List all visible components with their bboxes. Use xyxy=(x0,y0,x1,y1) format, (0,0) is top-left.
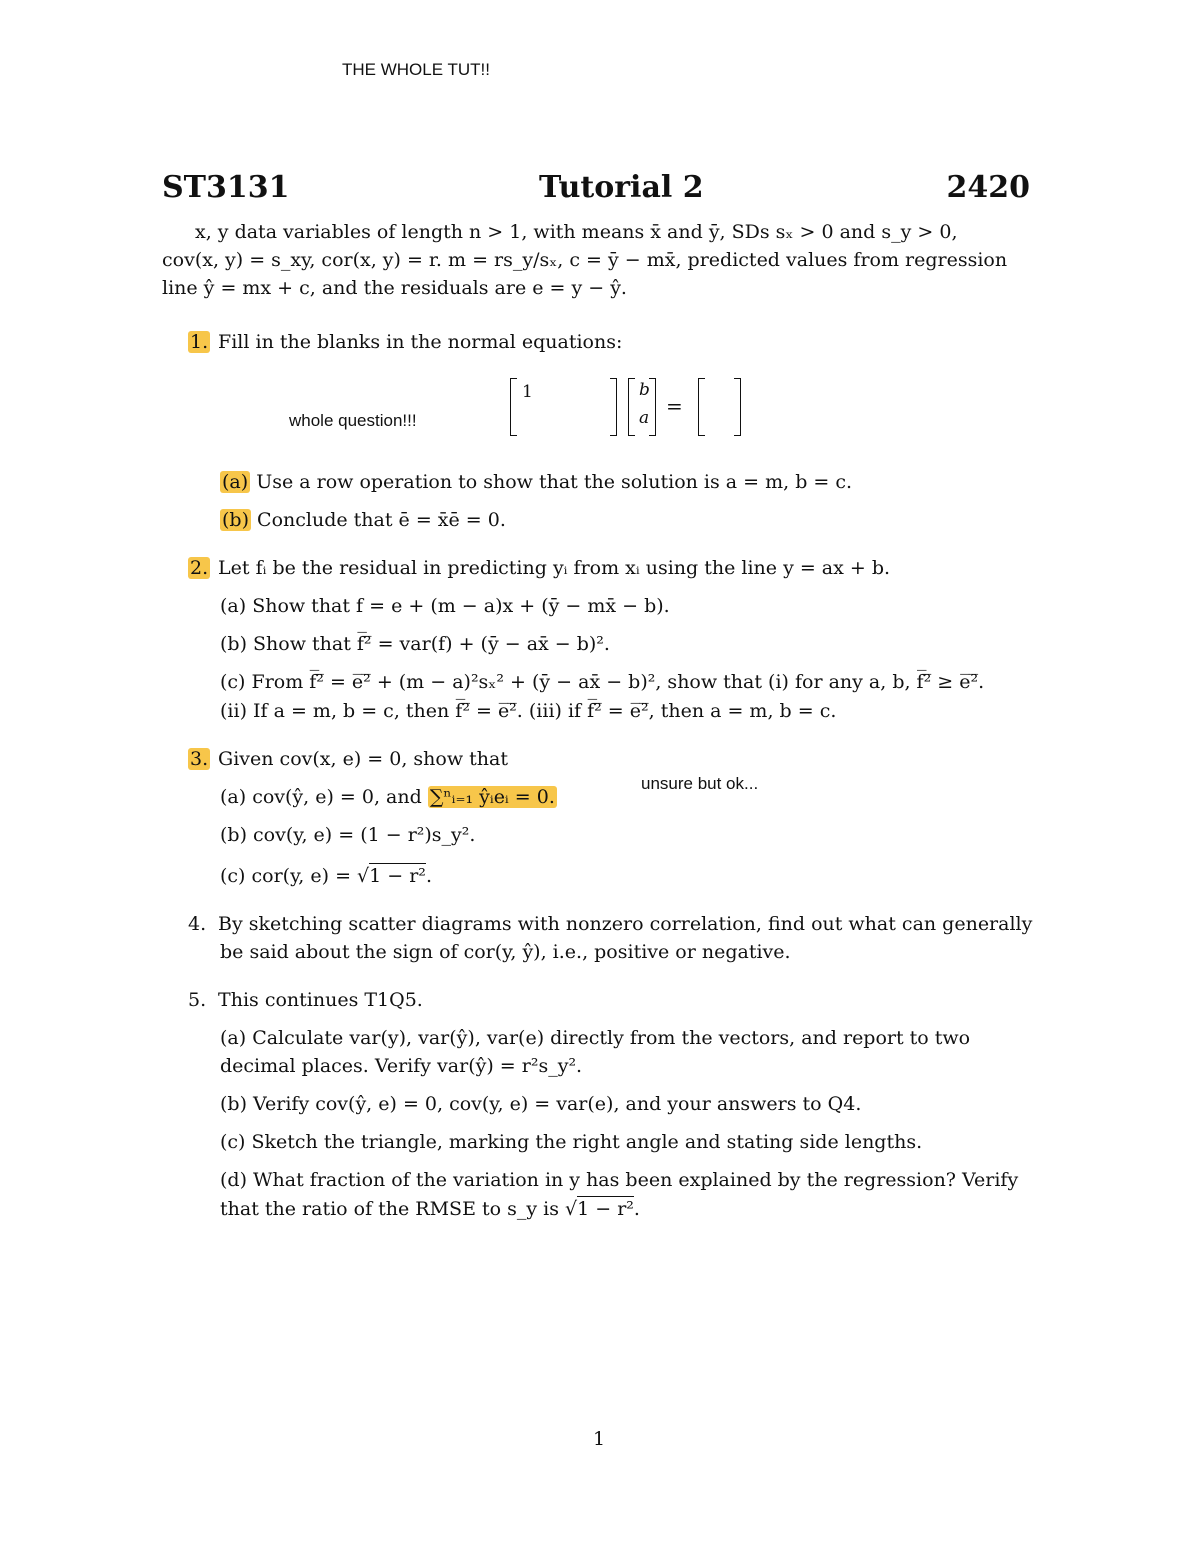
question-2c: (c) From f̅²̅ = e̅²̅ + (m − a)²sₓ² + (ȳ − ax̄ − b)², show that (i) for any a, b, f̅²̅ ≥ e̅²̅. xyxy=(220,671,985,693)
question-3c xyxy=(220,862,432,890)
vector-a: a xyxy=(639,408,650,428)
question-text: By sketching scatter diagrams with nonzero correlation, find out what can generally xyxy=(218,913,1033,935)
question-2b: (b) Show that f̅²̅ = var(f) + (ȳ − ax̄ − b)². xyxy=(220,633,610,655)
question-2c-cont: (ii) If a = m, b = c, then f̅²̅ = e̅²̅. (iii) if f̅²̅ = e̅²̅, then a = m, b = c. xyxy=(220,700,837,722)
question-2 xyxy=(188,554,890,582)
question-number: 3. xyxy=(190,748,209,770)
question-5d-cont xyxy=(220,1195,640,1223)
sum-highlight: ∑ⁿᵢ₌₁ ŷᵢeᵢ = 0. xyxy=(429,786,555,808)
question-2a: (a) Show that f = e + (m − a)x + (ȳ − mx̄ − b). xyxy=(220,595,670,617)
normal-equations-matrix xyxy=(510,378,742,436)
right-bracket xyxy=(610,378,617,436)
part-end: . xyxy=(425,865,432,887)
equals-sign: = xyxy=(666,394,683,418)
left-bracket xyxy=(510,378,517,436)
term-code: 2420 xyxy=(946,170,1030,205)
vector-right-bracket xyxy=(649,378,656,436)
question-5a: (a) Calculate var(y), var(ŷ), var(e) directly from the vectors, and report to two xyxy=(220,1027,971,1049)
question-number: 4. xyxy=(188,913,207,935)
radicand: 1 − r² xyxy=(369,865,426,887)
question-1b xyxy=(220,506,506,534)
intro-line-1: x, y data variables of length n > 1, with means x̄ and ȳ, SDs sₓ > 0 and s_y > 0, xyxy=(195,221,958,243)
rhs-right-bracket xyxy=(734,378,741,436)
part-text: (a) cov(ŷ, e) = 0, and xyxy=(220,786,422,808)
rhs-left-bracket xyxy=(698,378,705,436)
part-text: (c) cor(y, e) = √ xyxy=(220,865,370,887)
question-5a-cont: decimal places. Verify var(ŷ) = r²s_y². xyxy=(220,1055,583,1077)
question-text: Fill in the blanks in the normal equations: xyxy=(218,331,623,353)
part-end: . xyxy=(633,1198,640,1220)
question-5d: (d) What fraction of the variation in y has been explained by the regression? Verify xyxy=(220,1169,1019,1191)
question-number: 2. xyxy=(190,557,209,579)
question-5c: (c) Sketch the triangle, marking the right angle and stating side lengths. xyxy=(220,1131,923,1153)
question-1 xyxy=(188,328,622,356)
header-row xyxy=(162,170,1030,210)
question-number: 1. xyxy=(190,331,209,353)
matrix-entry: 1 xyxy=(522,382,533,402)
handwritten-note-top: THE WHOLE TUT!! xyxy=(342,60,490,79)
question-3a xyxy=(220,783,557,811)
question-3 xyxy=(188,745,508,773)
question-1a xyxy=(220,468,852,496)
part-text: Conclude that ē = x̄ē = 0. xyxy=(257,509,506,531)
part-label-highlight: (b) xyxy=(222,509,249,531)
part-label-highlight: (a) xyxy=(222,471,249,493)
question-number: 5. xyxy=(188,989,207,1011)
part-text: that the ratio of the RMSE to s_y is √ xyxy=(220,1198,578,1220)
question-5b: (b) Verify cov(ŷ, e) = 0, cov(y, e) = var(e), and your answers to Q4. xyxy=(220,1093,862,1115)
question-4 xyxy=(188,910,1032,938)
part-text: Use a row operation to show that the solution is a = m, b = c. xyxy=(256,471,853,493)
question-5 xyxy=(188,986,423,1014)
intro-line-3: line ŷ = mx + c, and the residuals are e = y − ŷ. xyxy=(162,277,627,299)
intro-line-2: cov(x, y) = s_xy, cor(x, y) = r. m = rs_y/sₓ, c = ȳ − mx̄, predicted values from regression xyxy=(162,249,1008,271)
course-code: ST3131 xyxy=(162,170,290,205)
vector-left-bracket xyxy=(628,378,635,436)
handwritten-note-whole-question: whole question!!! xyxy=(289,411,417,430)
question-text: Given cov(x, e) = 0, show that xyxy=(218,748,508,770)
page-number: 1 xyxy=(593,1428,606,1450)
question-text: Let fᵢ be the residual in predicting yᵢ from xᵢ using the line y = ax + b. xyxy=(218,557,891,579)
handwritten-note-unsure: unsure but ok... xyxy=(641,774,759,793)
question-text: This continues T1Q5. xyxy=(218,989,423,1011)
question-4-cont: be said about the sign of cor(y, ŷ), i.e., positive or negative. xyxy=(220,941,791,963)
tutorial-title: Tutorial 2 xyxy=(539,170,704,205)
question-3b: (b) cov(y, e) = (1 − r²)s_y². xyxy=(220,824,476,846)
radicand: 1 − r² xyxy=(577,1198,634,1220)
vector-b: b xyxy=(639,380,650,400)
